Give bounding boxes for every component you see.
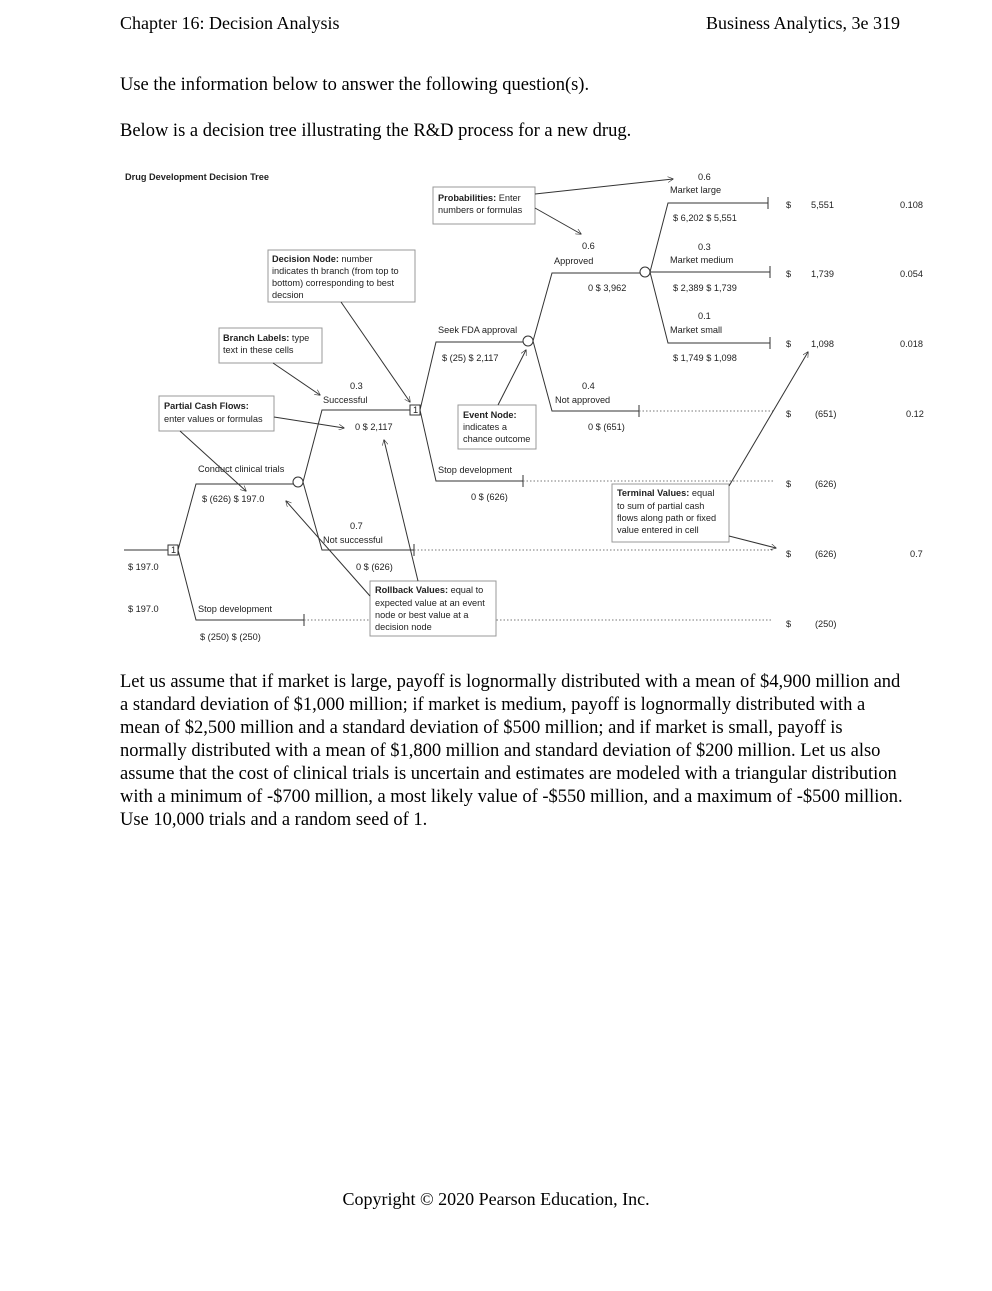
tree-title: Drug Development Decision Tree bbox=[125, 172, 269, 182]
copyright-footer: Copyright © 2020 Pearson Education, Inc. bbox=[342, 1189, 650, 1209]
branch-stop-development-1 bbox=[178, 550, 304, 642]
svg-text:Stop development: Stop development bbox=[198, 604, 273, 614]
callout-branch-labels bbox=[219, 328, 322, 395]
branch-seek-fda bbox=[420, 241, 640, 432]
callout-probabilities bbox=[433, 179, 673, 234]
svg-text:Market small: Market small bbox=[670, 325, 723, 335]
svg-text:$: $ bbox=[786, 339, 792, 349]
svg-text:indicates th branch (from top: indicates th branch (from top to bbox=[272, 266, 399, 276]
svg-text:(250): (250) bbox=[815, 619, 837, 629]
svg-text:0 $ 2,117: 0 $ 2,117 bbox=[355, 422, 393, 432]
svg-text:0.3: 0.3 bbox=[350, 381, 363, 391]
decision-node-2 bbox=[410, 405, 420, 415]
svg-text:$: $ bbox=[786, 409, 792, 419]
callout-partial-cash-flows bbox=[159, 396, 344, 491]
svg-text:0.6: 0.6 bbox=[698, 172, 711, 182]
svg-text:$: $ bbox=[786, 200, 792, 210]
figure-caption: Below is a decision tree illustrating the R&D process for a new drug. bbox=[120, 121, 632, 141]
svg-text:1,739: 1,739 bbox=[811, 269, 834, 279]
svg-text:Seek FDA approval: Seek FDA approval bbox=[438, 325, 518, 335]
svg-text:Decision Node: number: Decision Node: number bbox=[272, 254, 373, 264]
svg-text:$: $ bbox=[786, 549, 792, 559]
svg-text:0.7: 0.7 bbox=[910, 549, 923, 559]
terminal-values bbox=[786, 200, 924, 629]
svg-text:decision node: decision node bbox=[375, 622, 432, 632]
chance-node-market bbox=[640, 267, 650, 277]
svg-text:0.7: 0.7 bbox=[350, 521, 363, 531]
chance-node-fda bbox=[523, 336, 533, 346]
svg-text:$ 6,202 $ 5,551: $ 6,202 $ 5,551 bbox=[673, 213, 737, 223]
svg-text:0.054: 0.054 bbox=[900, 269, 923, 279]
svg-text:0.1: 0.1 bbox=[698, 311, 711, 321]
svg-text:value entered in cell: value entered in cell bbox=[617, 525, 699, 535]
callout-terminal-values bbox=[612, 352, 808, 548]
svg-text:indicates a: indicates a bbox=[463, 422, 507, 432]
header-chapter: Chapter 16: Decision Analysis bbox=[120, 13, 340, 33]
svg-text:(626): (626) bbox=[815, 549, 837, 559]
svg-text:chance outcome: chance outcome bbox=[463, 434, 531, 444]
svg-text:0 $ (626): 0 $ (626) bbox=[356, 562, 393, 572]
svg-text:$ 1,749 $ 1,098: $ 1,749 $ 1,098 bbox=[673, 353, 737, 363]
svg-text:flows along path or fixed: flows along path or fixed bbox=[617, 513, 717, 523]
svg-text:Not approved: Not approved bbox=[555, 395, 611, 405]
svg-text:decsion: decsion bbox=[272, 290, 304, 300]
callout-decision-node bbox=[268, 250, 415, 402]
svg-text:$ 2,389 $ 1,739: $ 2,389 $ 1,739 bbox=[673, 283, 737, 293]
svg-text:enter values or formulas: enter values or formulas bbox=[164, 414, 263, 424]
svg-text:0.12: 0.12 bbox=[906, 409, 924, 419]
callout-event-node bbox=[458, 350, 536, 449]
svg-text:Event Node:: Event Node: bbox=[463, 410, 517, 420]
svg-text:$: $ bbox=[786, 479, 792, 489]
root-decision bbox=[124, 545, 178, 614]
svg-text:$: $ bbox=[786, 269, 792, 279]
svg-text:Market medium: Market medium bbox=[670, 255, 734, 265]
svg-text:1,098: 1,098 bbox=[811, 339, 834, 349]
intro-text: Use the information below to answer the following question(s). bbox=[120, 75, 590, 95]
svg-text:Terminal Values: equal: Terminal Values: equal bbox=[617, 488, 715, 498]
root-value: $ 197.0 bbox=[128, 562, 159, 572]
header-book-page: Business Analytics, 3e 319 bbox=[706, 13, 900, 33]
svg-text:Market large: Market large bbox=[670, 185, 722, 195]
svg-text:Approved: Approved bbox=[554, 256, 594, 266]
decision-tree-figure bbox=[118, 166, 930, 650]
svg-text:(626): (626) bbox=[815, 479, 837, 489]
svg-text:$: $ bbox=[786, 619, 792, 629]
svg-text:Conduct clinical trials: Conduct clinical trials bbox=[198, 464, 285, 474]
svg-text:Not successful: Not successful bbox=[323, 535, 383, 545]
svg-text:to sum of partial cash: to sum of partial cash bbox=[617, 501, 705, 511]
svg-text:$ (626) $ 197.0: $ (626) $ 197.0 bbox=[202, 494, 265, 504]
svg-text:Partial Cash Flows:: Partial Cash Flows: bbox=[164, 401, 249, 411]
svg-text:0.4: 0.4 bbox=[582, 381, 595, 391]
svg-text:Probabilities: Enter: Probabilities: Enter bbox=[438, 193, 521, 203]
svg-text:bottom) corresponding to best: bottom) corresponding to best bbox=[272, 278, 395, 288]
svg-text:0.018: 0.018 bbox=[900, 339, 923, 349]
svg-text:Stop development: Stop development bbox=[438, 465, 513, 475]
svg-text:0 $ (626): 0 $ (626) bbox=[471, 492, 508, 502]
svg-text:1: 1 bbox=[171, 545, 177, 555]
chance-node-clinical bbox=[293, 477, 303, 487]
svg-text:numbers or formulas: numbers or formulas bbox=[438, 205, 523, 215]
svg-text:node or best value at a: node or best value at a bbox=[375, 610, 469, 620]
svg-text:Branch Labels: type: Branch Labels: type bbox=[223, 333, 310, 343]
svg-text:0 $ 3,962: 0 $ 3,962 bbox=[588, 283, 627, 293]
svg-text:$ (250) $ (250): $ (250) $ (250) bbox=[200, 632, 261, 642]
svg-text:5,551: 5,551 bbox=[811, 200, 834, 210]
svg-text:0.3: 0.3 bbox=[698, 242, 711, 252]
svg-text:0.108: 0.108 bbox=[900, 200, 923, 210]
svg-text:$ (25) $ 2,117: $ (25) $ 2,117 bbox=[442, 353, 499, 363]
svg-text:Rollback Values: equal to: Rollback Values: equal to bbox=[375, 585, 484, 595]
problem-text: Let us assume that if market is large, payoff is lognormally distributed with a mean of $4,900 million and a standard deviation of $1,000 million; if market is medium, payoff is lognormally distributed with a mean of $2,500 million and a standard deviation of $500 million; and if market is small, payoff is normally distributed with a mean of $1,800 million and standard deviation of $200 million. Let us also assume that the cost of clinical trials is uncertain and estimates are modeled with a triangular distribution with a minimum of -$700 million, a most likely value of -$550 million, and a maximum of -$500 million. Use 10,000 trials and a random seed of 1. bbox=[120, 672, 903, 830]
svg-text:1: 1 bbox=[413, 405, 419, 415]
svg-text:expected value at an event: expected value at an event bbox=[375, 598, 485, 608]
stop1-value: $ 197.0 bbox=[128, 604, 159, 614]
svg-text:text in these cells: text in these cells bbox=[223, 345, 294, 355]
svg-text:(651): (651) bbox=[815, 409, 837, 419]
svg-text:0.6: 0.6 bbox=[582, 241, 595, 251]
svg-text:0 $ (651): 0 $ (651) bbox=[588, 422, 625, 432]
market-branches bbox=[650, 172, 770, 363]
svg-text:Successful: Successful bbox=[323, 395, 368, 405]
